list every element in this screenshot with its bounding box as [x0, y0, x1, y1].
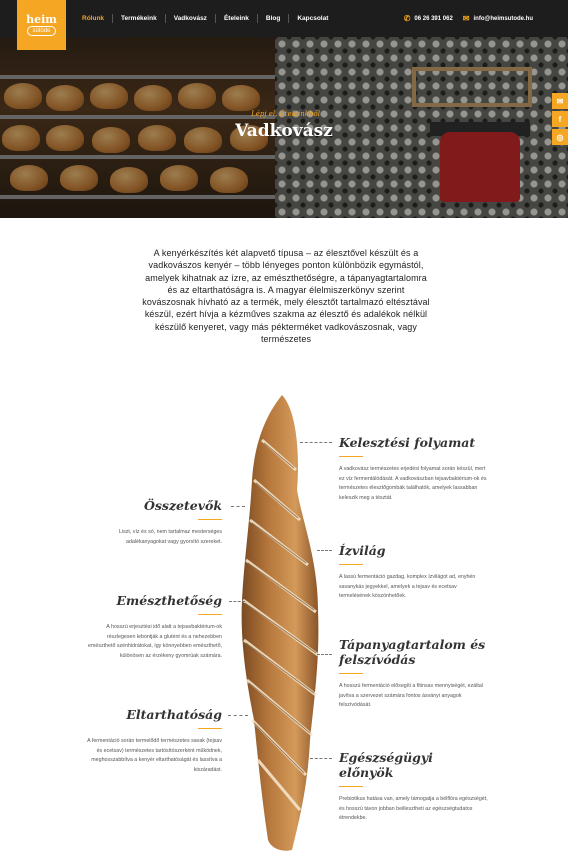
facebook-icon[interactable]: f	[552, 111, 568, 127]
main-nav	[74, 0, 336, 37]
title-underline	[198, 728, 222, 729]
breadcrumb[interactable]: Lépj el, Ételeinkből	[251, 110, 320, 118]
feature-title: Tápanyagtartalom és felszívódás	[339, 637, 486, 667]
feature-emeszthetoseg	[88, 593, 222, 661]
nav-item-vadkovasz[interactable]: Vadkovász	[165, 14, 215, 23]
nav-item-rolunk[interactable]: Rólunk	[82, 15, 105, 22]
title-underline	[339, 564, 363, 565]
intro-paragraph: A kenyérkészítés két alapvető típusa – az élesztővel készült és a vadkovászos kenyér – több lényeges ponton különbözik egymástól, amelyek kihatnak az ízre, az emészthetőségre, a tápanyagtartalomra és az eltarthatóságra is. A magyar élelmiszerkönyv szerint kovászosnak hívható az a termék, mely élesztőt tartalmazó eltésztával készül, ezért hívja a kézműves szakma az élesztő és adalékok nélkül készülő kenyeret, vagy más pékterméket vadkovászosnak, vagy természetes	[142, 248, 430, 345]
email-link[interactable]	[463, 14, 533, 23]
phone-number: 06 26 391 062	[414, 15, 453, 22]
feature-title: Ízvilág	[339, 543, 386, 558]
social-sidebar	[552, 93, 568, 145]
feature-title: Emészthetőség	[116, 593, 222, 608]
connector-line	[231, 506, 245, 507]
feature-title: Eltarthatóság	[126, 707, 222, 722]
title-underline	[339, 456, 363, 457]
feature-text: A vadkovász természetes erjedési folyamat során készül, mert ez víz fermentálódását. A vadkovászban tejsavbaktérium-ok és természetes élesztőgombák találhatók, amelyek lassabban keleszik meg a tésztát.	[339, 466, 487, 501]
feature-text: Liszt, víz és só, nem tartalmaz mesterséges adalékanyagokat vagy gyorsító szereket.	[118, 529, 222, 545]
feature-tapanyagtartalom	[339, 637, 489, 711]
mail-icon: ✉	[462, 14, 470, 23]
feature-egeszsegugyi-elonyok	[339, 750, 489, 824]
connector-line	[229, 601, 245, 602]
feature-kelesztesi-folyamat	[339, 435, 489, 503]
instagram-icon[interactable]: ◎	[552, 129, 568, 145]
nav-item-blog[interactable]: Blog	[257, 14, 288, 23]
phone-link[interactable]	[404, 14, 453, 23]
site-logo[interactable]	[17, 0, 66, 50]
feature-eltarthatosag	[86, 707, 222, 775]
page-title: Vadkovász	[235, 121, 333, 141]
connector-line	[317, 550, 332, 551]
nav-item-eteleink[interactable]: Ételeink	[215, 14, 257, 23]
feature-title: Egészségügyi előnyök	[339, 750, 433, 780]
title-underline	[198, 519, 222, 520]
hero-banner	[0, 37, 568, 218]
feature-osszetevok	[98, 498, 222, 547]
title-underline	[339, 786, 363, 787]
title-underline	[198, 614, 222, 615]
feature-text: Prebiotikus hatása van, amely támogatja a bélflóra egészségét, és hosszú távon jobban beillesztheti az egészségtudatos étrendekbe.	[339, 796, 488, 822]
feature-izvilag	[339, 543, 489, 602]
feature-title: Kelesztési folyamat	[339, 435, 476, 450]
feature-text: A lassú fermentáció gazdag, komplex ízvilágot ad, enyhén savanykás jegyekkel, amelyek a tejsav és ecetsav termelésének köszönhetőek.	[339, 574, 476, 600]
connector-line	[310, 758, 332, 759]
logo-text: heim	[26, 13, 57, 26]
logo-subtext: sütöde	[27, 26, 55, 36]
connector-line	[317, 654, 332, 655]
nav-item-termekeink[interactable]: Termékeink	[112, 14, 165, 23]
title-underline	[339, 673, 363, 674]
feature-title: Összetevők	[143, 498, 222, 513]
connector-line	[300, 442, 332, 443]
feature-text: A fermentáció során termelődő természetes savak (tejsav és ecetsav) természetes tartósítószerként működnek, meghosszabbítva a kenyér eltarthatóságát és lassítva a kiszáradást.	[87, 738, 222, 773]
mail-icon[interactable]: ✉	[552, 93, 568, 109]
header-contact	[404, 0, 533, 37]
feature-text: A hosszú fermentáció elősegíti a fitinsav mennyiségét, ezáltal javítva a szervezet számára fontos ásványi anyagok felszívódását.	[339, 683, 483, 709]
connector-line	[228, 715, 248, 716]
phone-icon: ✆	[403, 14, 411, 23]
top-navigation-bar	[0, 0, 568, 37]
nav-item-kapcsolat[interactable]: Kapcsolat	[288, 14, 336, 23]
email-address: info@heimsutode.hu	[473, 15, 533, 22]
feature-text: A hosszú erjesztési idő alatt a tejsavbaktérium-ok részlegesen lebontják a glutént és a nehezebben emészthető szénhidrátokat, így könnyebben emészthető, különösen az érzékeny gyomrúak számára.	[88, 624, 222, 659]
